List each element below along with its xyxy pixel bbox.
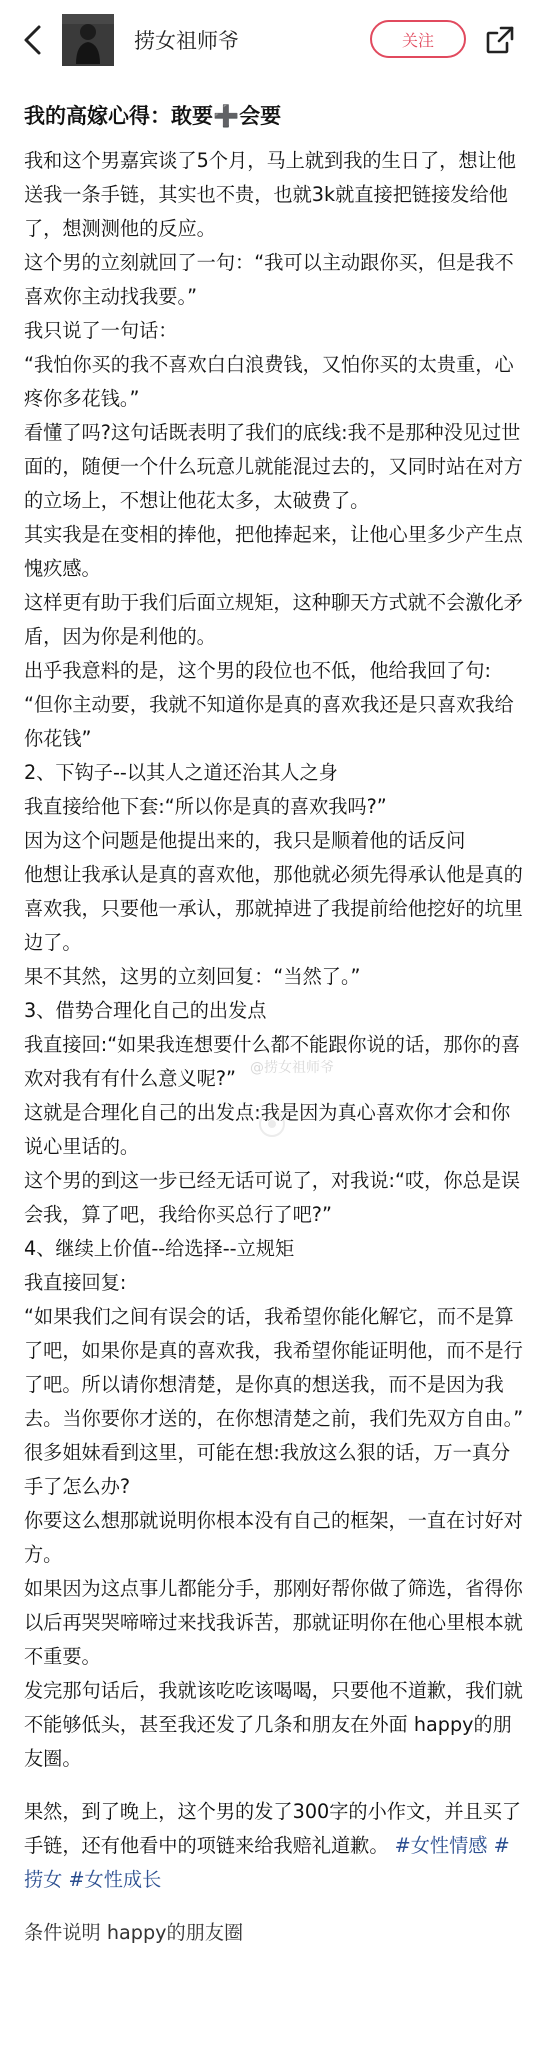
paragraph: 这个男的立刻就回了一句：“我可以主动跟你买，但是我不喜欢你主动找我要。” [24, 251, 514, 308]
final-paragraph-with-tags [24, 1795, 524, 1897]
hashtag-link[interactable]: #女性情感 [394, 1834, 488, 1858]
paragraph: 如果因为这点事儿都能分手，那刚好帮你做了筛选，省得你以后再哭哭啼啼过来找我诉苦，那就证明你在他心里根本就不重要。 [24, 1577, 523, 1668]
paragraph: 果然，到了晚上，这个男的发了300字的小作文，并且买了手链，还有他看中的项链来给我赔礼道歉。 [24, 1800, 522, 1858]
paragraph: 很多姐妹看到这里，可能在想:我放这么狠的话，万一真分手了怎么办? [24, 1441, 511, 1498]
back-chevron-icon [21, 24, 43, 56]
paragraph: 我直接回复: [24, 1271, 127, 1294]
title-plus-icon: ➕ [213, 104, 240, 128]
paragraph: 发完那句话后，我就该吃吃该喝喝，只要他不道歉，我们就不能够低头，甚至我还发了几条和朋友在外面 happy的朋友圈。 [24, 1679, 523, 1770]
paragraph: 我直接回:“如果我连想要什么都不能跟你说的话，那你的喜欢对我有有什么意义呢?” [24, 1033, 521, 1090]
share-icon [485, 25, 515, 55]
section-heading: 4、继续上价值--给选择--立规矩 [24, 1237, 295, 1260]
back-button[interactable] [14, 22, 50, 58]
paragraph: “如果我们之间有误会的话，我希望你能化解它，而不是算了吧，如果你是真的喜欢我，我希望你能证明他，而不是行了吧。所以请你想清楚，是你真的想送我，而不是因为我去。当你要你才送的，在你想清楚之前，我们先双方自由。” [24, 1305, 524, 1430]
paragraph: 他想让我承认是真的喜欢他，那他就必须先得承认他是真的喜欢我，只要他一承认，那就掉进了我提前给他挖好的坑里边了。 [24, 863, 523, 954]
author-name[interactable]: 捞女祖师爷 [134, 29, 239, 53]
paragraph: 这样更有助于我们后面立规矩，这种聊天方式就不会激化矛盾，因为你是利他的。 [24, 591, 523, 648]
follow-button[interactable]: 关注 [370, 20, 466, 58]
paragraph: 看懂了吗?这句话既表明了我们的底线:我不是那种没见过世面的，随便一个什么玩意儿就能混过去的，又同时站在对方的立场上，不想让他花太多，太破费了。 [24, 421, 523, 512]
paragraph: 这就是合理化自己的出发点:我是因为真心喜欢你才会和你说心里话的。 [24, 1101, 511, 1158]
paragraph: 我只说了一句话： [24, 319, 178, 342]
watermark-text: @捞女祖师爷 [250, 1060, 334, 1076]
paragraph: “我怕你买的我不喜欢白白浪费钱，又怕你买的太贵重，心疼你多花钱。” [24, 353, 514, 410]
watermark-logo-icon [258, 1110, 286, 1138]
title-part-2: 会要 [239, 104, 282, 128]
article-title [24, 100, 524, 132]
avatar[interactable] [62, 14, 114, 66]
cut-off-line: 条件说明 happy的朋友圈 [24, 1921, 244, 1945]
avatar-image [62, 14, 114, 66]
hashtag-link[interactable]: #女性成长 [68, 1868, 162, 1892]
top-bar [0, 0, 543, 82]
paragraph: 这个男的到这一步已经无话可说了，对我说:“哎，你总是误会我，算了吧，我给你买总行了吧?” [24, 1169, 521, 1226]
section-heading: 3、借势合理化自己的出发点 [24, 999, 267, 1022]
paragraph: 你要这么想那就说明你根本没有自己的框架，一直在讨好对方。 [24, 1509, 523, 1566]
paragraph: 其实我是在变相的捧他，把他捧起来，让他心里多少产生点愧疚感。 [24, 523, 523, 580]
paragraph: 出乎我意料的是，这个男的段位也不低，他给我回了句: [24, 659, 491, 682]
paragraph: 我直接给他下套:“所以你是真的喜欢我吗?” [24, 795, 387, 818]
share-button[interactable] [480, 20, 520, 60]
article-body [24, 100, 524, 1945]
section-heading: 2、下钩子--以其人之道还治其人之身 [24, 761, 338, 784]
paragraph: 因为这个问题是他提出来的，我只是顺着他的话反问 [24, 829, 466, 852]
paragraph: 果不其然，这男的立刻回复：“当然了。” [24, 965, 361, 988]
paragraph: 我和这个男嘉宾谈了5个月，马上就到我的生日了，想让他送我一条手链，其实也不贵，也就3k就直接把链接发给他了，想测测他的反应。 [24, 149, 516, 240]
paragraph: “但你主动要，我就不知道你是真的喜欢我还是只喜欢我给你花钱” [24, 693, 514, 750]
hashtag-link[interactable]: #捞女 [24, 1834, 510, 1892]
title-part-1: 我的高嫁心得：敢要 [24, 104, 213, 128]
